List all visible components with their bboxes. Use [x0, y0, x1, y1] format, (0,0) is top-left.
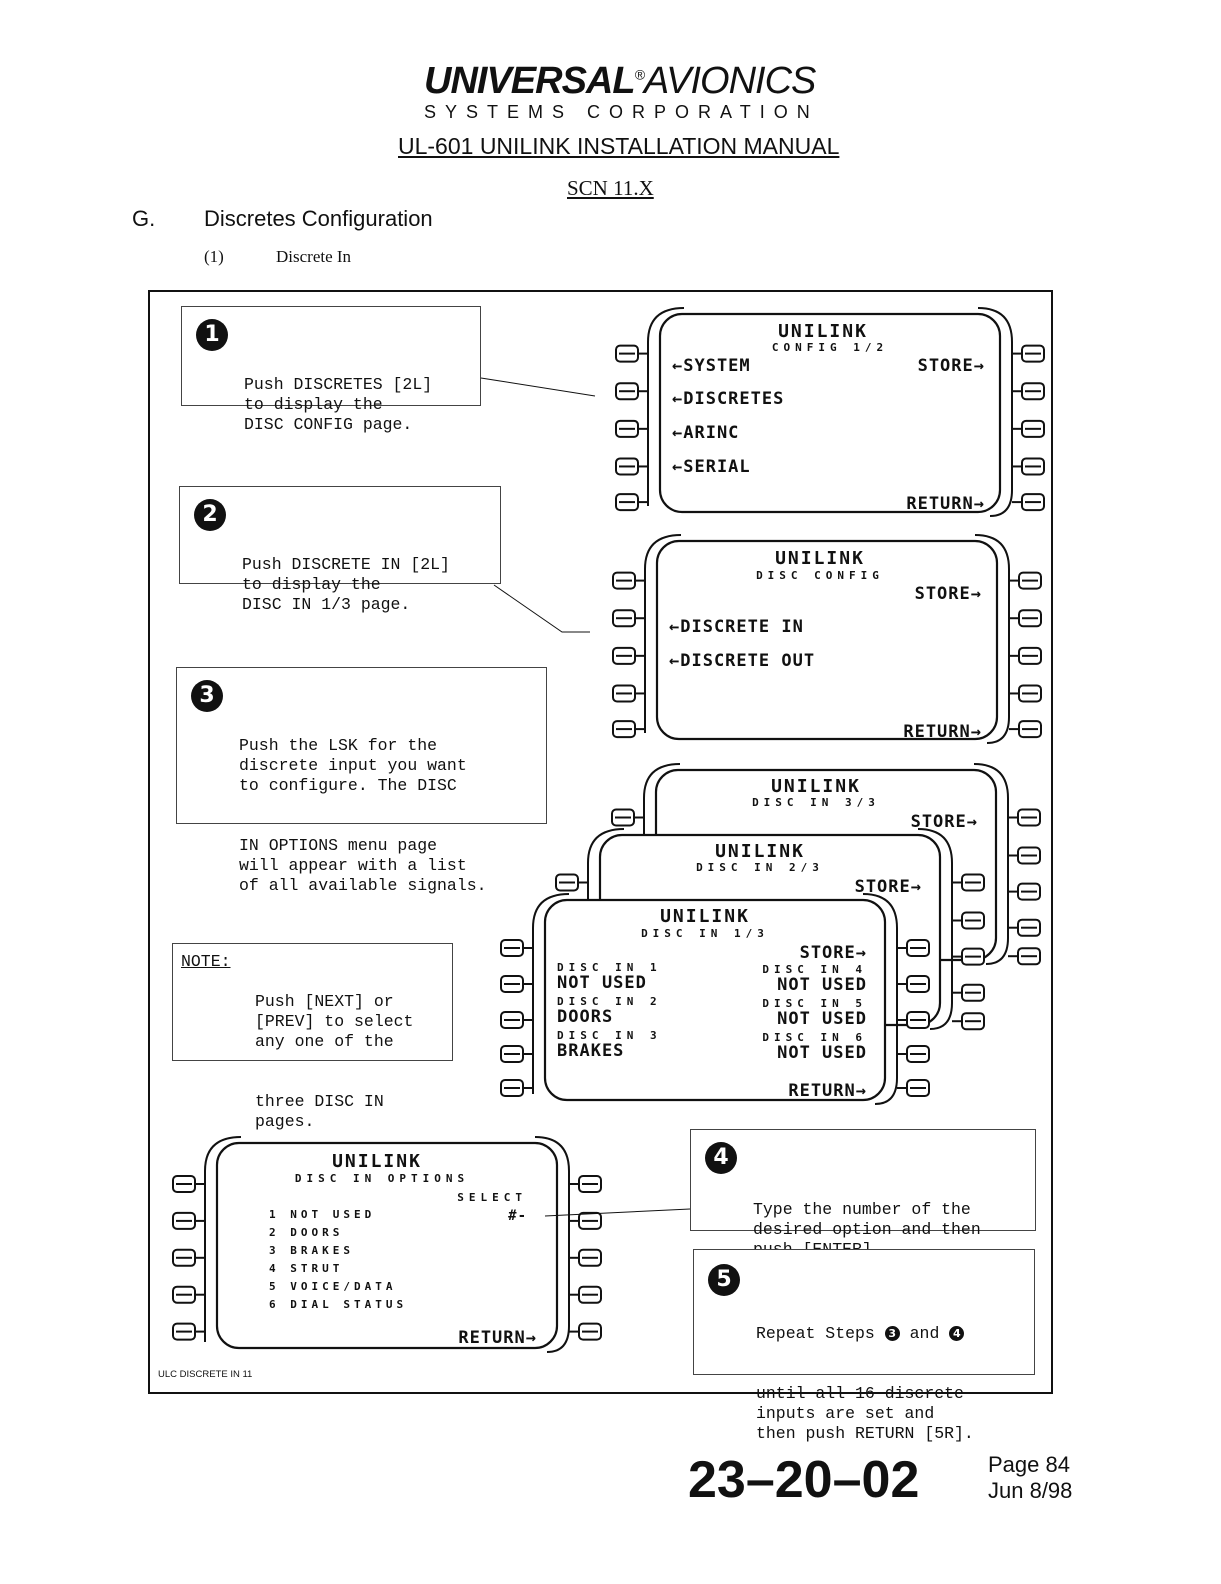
- disc-in-3-lsk1r-label: STORE→: [910, 812, 978, 832]
- options-item-5: 5 VOICE/DATA: [269, 1280, 397, 1293]
- disc-in-1-lsk1r-label: STORE→: [799, 943, 867, 963]
- step2-badge: 2: [194, 499, 226, 531]
- manual-title: UL-601 UNILINK INSTALLATION MANUAL: [398, 133, 840, 159]
- step2-leader-line: [494, 585, 590, 632]
- disc-in-1-subtitle: DISC IN 1/3: [641, 927, 769, 940]
- disc-in-3-title: UNILINK: [771, 776, 861, 797]
- config-screen: [616, 308, 1044, 516]
- step2-callout: [179, 486, 501, 614]
- options-select-value: #-: [508, 1208, 527, 1224]
- options-lsk5r-label: RETURN→: [458, 1328, 537, 1348]
- company-logo: UNIVERSAL®AVIONICS: [424, 60, 816, 102]
- disc-config-screen: [613, 535, 1041, 743]
- figure-tag: ULC DISCRETE IN 11: [158, 1369, 253, 1380]
- step1-text: Push DISCRETES [2L] to display the DISC CONFIG page.: [244, 375, 433, 434]
- disc-in-2-title: UNILINK: [715, 841, 805, 862]
- step4-badge: 4: [705, 1142, 737, 1174]
- note-text: Push [NEXT] or [PREV] to select any one of the three DISC IN pages.: [255, 992, 414, 1131]
- step4-leader-line: [545, 1209, 690, 1216]
- config-subtitle: CONFIG 1/2: [771, 341, 889, 354]
- note-label: NOTE:: [181, 952, 231, 971]
- step3-text: Push the LSK for the discrete input you want to configure. The DISC IN OPTIONS menu page will appear with a list of all available signals.: [239, 736, 487, 895]
- disc-in-1-right-value-2: NOT USED: [777, 1009, 867, 1029]
- section-title: Discretes Configuration: [204, 206, 433, 231]
- config-lsk3l-label: ←ARINC: [672, 423, 740, 443]
- disc-in-1-screen: [501, 894, 929, 1104]
- disc-in-1-right-label-2: DISC IN 5: [762, 997, 867, 1010]
- config-lsk2l-label: ←DISCRETES: [672, 389, 785, 409]
- step1-leader-line: [481, 378, 595, 396]
- options-item-3: 3 BRAKES: [269, 1244, 354, 1257]
- step3-badge: 3: [191, 680, 223, 712]
- options-item-4: 4 STRUT: [269, 1262, 344, 1275]
- disc-in-1-left-label-2: DISC IN 2: [557, 995, 662, 1008]
- disc-in-1-left-label-3: DISC IN 3: [557, 1029, 662, 1042]
- disc-in-1-right-value-1: NOT USED: [777, 975, 867, 995]
- step5-text: Repeat Steps 3 and 4 until all 16 discrete inputs are set and then push RETURN [5R].: [756, 1324, 974, 1443]
- disc-in-1-right-value-3: NOT USED: [777, 1043, 867, 1063]
- disc-in-1-title: UNILINK: [660, 906, 750, 927]
- config-lsk1r-label: STORE→: [917, 356, 985, 376]
- options-item-6: 6 DIAL STATUS: [269, 1298, 408, 1311]
- options-item-2: 2 DOORS: [269, 1226, 344, 1239]
- disc-in-2-lsk1r-label: STORE→: [854, 877, 922, 897]
- options-subtitle: DISC IN OPTIONS: [294, 1172, 470, 1185]
- config-lsk1l-label: ←SYSTEM: [672, 356, 751, 376]
- config-lsk4l-label: ←SERIAL: [672, 457, 751, 477]
- options-select-label: SELECT: [457, 1191, 527, 1204]
- step5-callout: [693, 1249, 1035, 1443]
- subsection-number: (1): [204, 247, 224, 266]
- config-title: UNILINK: [778, 321, 868, 342]
- step3-ref-icon: 3: [885, 1326, 900, 1341]
- step4-callout: [690, 1129, 1036, 1239]
- step1-badge: 1: [196, 319, 228, 351]
- disc-in-1-left-label-1: DISC IN 1: [557, 961, 662, 974]
- disc-config-lsk5r-label: RETURN→: [903, 722, 982, 742]
- disc-in-1-right-label-1: DISC IN 4: [762, 963, 867, 976]
- company-subtitle: SYSTEMS CORPORATION: [424, 102, 819, 122]
- step2-text: Push DISCRETE IN [2L] to display the DISC IN 1/3 page.: [242, 555, 450, 614]
- scn-label: SCN 11.X: [567, 176, 654, 200]
- disc-in-1-left-value-2: DOORS: [557, 1007, 614, 1027]
- section-letter: G.: [132, 206, 156, 231]
- disc-config-title: UNILINK: [775, 548, 865, 569]
- subsection-title: Discrete In: [276, 247, 352, 266]
- config-lsk5r-label: RETURN→: [906, 494, 985, 514]
- disc-config-lsk2l-label: ←DISCRETE IN: [669, 617, 804, 637]
- step5-badge: 5: [708, 1264, 740, 1296]
- options-title: UNILINK: [332, 1151, 422, 1172]
- disc-in-1-left-value-1: NOT USED: [557, 973, 647, 993]
- step4-text: Type the number of the desired option and then: [753, 1200, 981, 1239]
- step4-ref-icon: 4: [949, 1326, 964, 1341]
- disc-in-3-subtitle: DISC IN 3/3: [752, 796, 880, 809]
- disc-in-2-subtitle: DISC IN 2/3: [696, 861, 824, 874]
- disc-config-lsk1r-label: STORE→: [914, 584, 982, 604]
- note-callout: [172, 943, 453, 1131]
- step1-callout: [181, 306, 481, 434]
- disc-in-1-lsk5r-label: RETURN→: [788, 1081, 867, 1101]
- options-item-1: 1 NOT USED: [269, 1208, 376, 1221]
- page-code: 23–20–02: [688, 1451, 920, 1509]
- disc-in-1-right-label-3: DISC IN 6: [762, 1031, 867, 1044]
- page-info: Page 84 Jun 8/98: [988, 1452, 1073, 1503]
- disc-config-lsk3l-label: ←DISCRETE OUT: [669, 651, 816, 671]
- disc-in-1-left-value-3: BRAKES: [557, 1041, 625, 1061]
- step3-callout: [176, 667, 547, 895]
- disc-config-subtitle: DISC CONFIG: [756, 569, 884, 582]
